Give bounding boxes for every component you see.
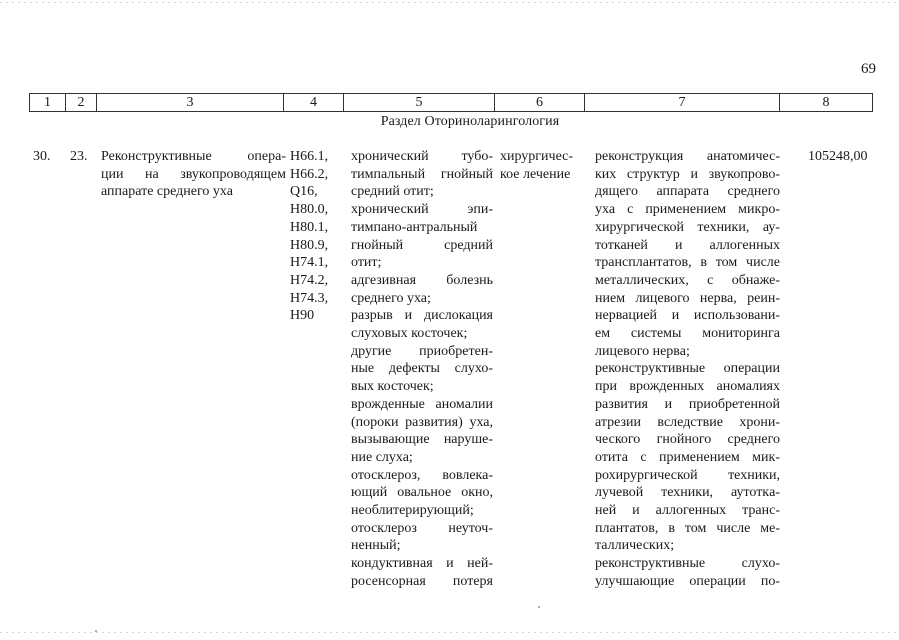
method-line: плантатов, в том числе ме- [595,520,780,536]
method-line: ем системы мониторинга [595,326,780,342]
procedure-name [101,148,286,201]
method-line: рохирургической техники, [595,467,780,483]
diagnosis-line: кондуктивная и ней- [351,556,493,572]
scan-edge-bottom [0,632,899,633]
procedure-name-line: ции на звукопроводящем [101,166,286,182]
diagnosis-line: отосклероз неуточ- [351,520,493,536]
scan-speck [538,606,540,608]
method-line: реконструктивные операции [595,361,780,377]
icd-code: H66.2, [290,166,329,182]
diagnosis-line: (пороки развития) уха, [351,414,493,430]
icd-code: H90 [290,308,315,324]
diagnosis-line: врожденные аномалии [351,396,493,412]
cost-value: 105248,00 [808,149,868,164]
diagnosis-line: гнойный средний [351,237,493,253]
row-number: 30. [33,149,51,164]
diagnosis-line: ненный; [351,538,401,554]
method-line: при врожденных аномалиях [595,379,780,395]
diagnosis-model [351,148,493,591]
header-col-6: 6 [495,94,585,112]
header-col-3: 3 [97,94,284,112]
method-line: реконструктивные слухо- [595,556,780,572]
method-line: трансплантатов, в том числе [595,255,780,271]
method-line: таллических; [595,538,675,554]
diagnosis-line: адгезивная болезнь [351,272,493,288]
diagnosis-line: отосклероз, вовлека- [351,467,493,483]
header-col-2: 2 [66,94,97,112]
method-line: ческого гнойного среднего [595,432,780,448]
section-title: Раздел Оториноларингология [380,114,560,129]
column-number-header [29,93,873,112]
treatment-type [500,148,573,183]
icd-code: H80.9, [290,237,329,253]
diagnosis-line: средний отит; [351,184,434,200]
method-line: атрезии вследствие хрони- [595,414,780,430]
procedure-name-line: аппарате среднего уха [101,184,233,200]
method-line: уха с применением микро- [595,202,780,218]
icd-code: H80.1, [290,219,329,235]
procedure-name-line: Реконструктивные опера- [101,149,286,164]
treatment-method [595,148,780,591]
scan-edge-top [0,2,899,3]
header-col-7: 7 [585,94,780,112]
header-col-5: 5 [344,94,495,112]
diagnosis-line: необлитерирующий; [351,503,474,519]
diagnosis-line: ющий овальное окно, [351,485,493,501]
diagnosis-line: вызывающие наруше- [351,432,493,448]
diagnosis-line: хронический эпи- [351,202,493,218]
header-col-8: 8 [780,94,873,112]
method-line: ких структур и звукопрово- [595,166,780,182]
icd-code: H80.0, [290,202,329,218]
treatment-line: кое лечение [500,166,571,182]
icd-code: H74.3, [290,290,329,306]
icd-code: Q16, [290,184,318,200]
diagnosis-line: ные дефекты слухо- [351,361,493,377]
diagnosis-line: хронический тубо- [351,149,493,164]
treatment-line: хирургичес- [500,149,574,164]
method-line: реконструкция анатомичес- [595,149,780,164]
diagnosis-line: другие приобретен- [351,343,493,359]
method-line: дящего аппарата среднего [595,184,780,200]
header-col-1: 1 [30,94,66,112]
diagnosis-line: среднего уха; [351,290,431,306]
method-line: лицевого нерва; [595,343,690,359]
method-line: ней и аллогенных транс- [595,503,780,519]
diagnosis-line: росенсорная потеря [351,573,493,589]
method-line: улучшающие операции по- [595,573,780,589]
diagnosis-line: вых косточек; [351,379,434,395]
method-line: нервацией и использовани- [595,308,780,324]
diagnosis-line: тимпальный гнойный [351,166,493,182]
diagnosis-line: ние слуха; [351,449,413,465]
row-sub-number: 23. [70,149,88,164]
icd-codes [290,148,328,325]
icd-code: H74.2, [290,272,329,288]
diagnosis-line: отит; [351,255,382,271]
header-col-4: 4 [284,94,344,112]
method-line: хирургической техники, ау- [595,219,780,235]
method-line: тотканей и аллогенных [595,237,780,253]
method-line: металлических, с обнаже- [595,272,780,288]
diagnosis-line: слуховых косточек; [351,326,468,342]
method-line: развития и приобретенной [595,396,780,412]
page-number: 69 [861,61,876,77]
icd-code: H66.1, [290,149,329,164]
icd-code: H74.1, [290,255,329,271]
method-line: лучевой техники, аутоткa- [595,485,780,501]
method-line: отита с применением мик- [595,449,780,465]
scan-speck [95,630,97,632]
diagnosis-line: тимпано-антральный [351,219,478,235]
diagnosis-line: разрыв и дислокация [351,308,493,324]
method-line: нием лицевого нерва, реин- [595,290,780,306]
